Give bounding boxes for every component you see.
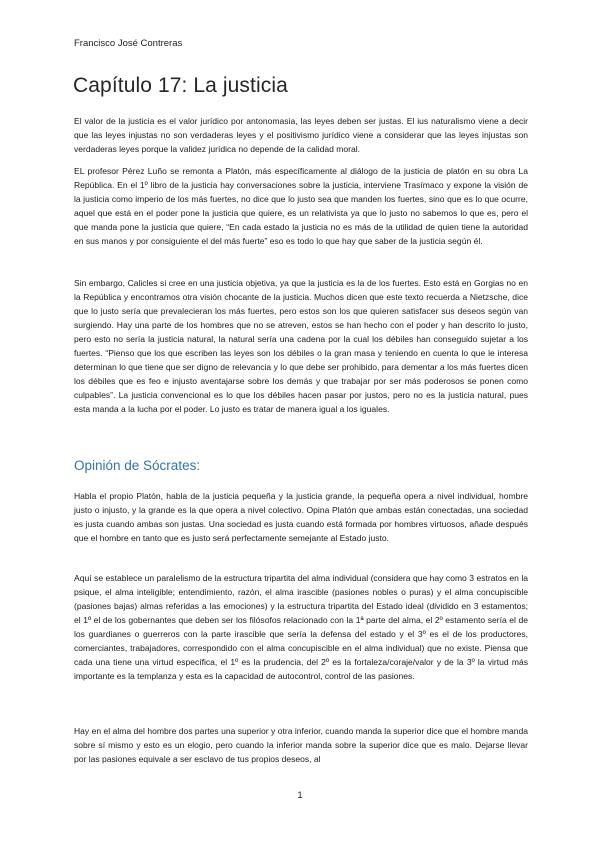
chapter-title: Capítulo 17: La justicia bbox=[73, 74, 288, 97]
paragraph-1: El valor de la justicia es el valor jurídico por antonomasia, las leyes deben ser justas. El ius naturalismo viene a decir que las leyes injustas no son verdaderas leyes y el positivismo jurídico viene a considerar que las leyes injustas son verdaderas leyes porque la validez jurídica no depende de la calidad moral. bbox=[74, 116, 528, 154]
paragraph-6: Hay en el alma del hombre dos partes una superior y otra inferior, cuando manda la superior dice que el hombre manda sobre sí mismo y esto es un elogio, pero cuando la inferior manda sobre la superior dice que es malo. Dejarse llevar por las pasiones equivale a ser esclavo de tus propios deseos, al bbox=[74, 726, 528, 764]
section-heading: Opinión de Sócrates: bbox=[74, 458, 201, 473]
page-number: 1 bbox=[297, 790, 303, 801]
paragraph-4: Habla el propio Platón, habla de la justicia pequeña y la justicia grande, la pequeña opera a nivel individual, hombre justo o injusto, y la grande es la que opera a nivel colectivo. Opina Platón que ambas están conectadas, una sociedad es justa cuando ambas son justas. Una sociedad es justa cuando está formada por hombres virtuosos, añade después que el hombre en tanto que es justo será perfectamente semejante al Estado justo. bbox=[74, 491, 528, 543]
paragraph-3: Sin embargo, Calicles si cree en una justicia objetiva, ya que la justicia es la de los fuertes. Esto está en Gorgias no en la República y encontramos otra visión chocante de la justicia. Muchos dicen que este texto recuerda a Nietzsche, dice que lo justo sería que prevalecieran los más fuertes, pero estos son los que quieren satisfacer sus deseos según van surgiendo. Hay una parte de los hombres que no se atreven, estos se han hecho con el poder y han descrito lo justo, pero esto no sería la justicia natural, la natural sería una cadena por la cual los débiles han conseguido sujetar a los fuertes. “Pienso que los que escriben las leyes son los débiles o la gran masa y teniendo en cuenta lo que le interesa determinan lo que tiene que ser digno de relevancia y lo que debe ser prohibido, para dementar a los más fuertes dicen los débiles que es feo e injusto aventajarse sobre los demás y que trabajar por ser más poderosos se ponen como culpables”. La justicia convencional es lo que los débiles hacen pasar por justos, pero no es la justicia natural, pues esta manda a la lucha por el poder. Lo justo es tratar de manera igual a los iguales. bbox=[74, 278, 528, 414]
paragraph-2: EL profesor Pérez Luño se remonta a Platón, más específicamente al diálogo de la justicia de platón en su obra La República. En el 1º libro de la justicia hay conversaciones sobre la justicia, interviene Trasímaco y expone la visión de la justicia como imperio de los más fuertes, no dice que lo justo sea que manden los fuertes, sino que es lo que ocurre, aquel que está en el poder pone la justicia que quiere, es un relativista ya que lo justo no sabemos lo que es, pero el que manda pone la justicia que quiere, “En cada estado la justicia no es más de la utilidad de quien tiene la autoridad en sus manos y por consiguiente el del más fuerte” eso es todo lo que hay que saber de la justicia según él. bbox=[74, 166, 528, 246]
running-header-author: Francisco José Contreras bbox=[74, 38, 183, 49]
paragraph-5: Aquí se establece un paralelismo de la estructura tripartita del alma individual (considera que hay como 3 estratos en la psique, el alma inteligible; entendimiento, razón, el alma irascible (pasiones nobles o puras) y el alma concupiscible (pasiones bajas) almas referidas a las emociones) y la estructura tripartita del Estado ideal (dividido en 3 estamentos; el 1º el de los gobernantes que deben ser los filósofos relacionado con la 1ª parte del alma, el 2º estamento sería el de los guardianes o guerreros con la parte irascible que sería la defensa del estado y el 3º es el de los productores, comerciantes, trabajadores, correspondido con el alma concupiscible en el alma individual) que no existe. Piensa que cada una tiene una virtud específica, el 1º es la prudencia, del 2º es la fortaleza/coraje/valor y de la 3º la virtud más importante es la templanza y esta es la capacidad de autocontrol, control de las pasiones. bbox=[74, 573, 528, 681]
